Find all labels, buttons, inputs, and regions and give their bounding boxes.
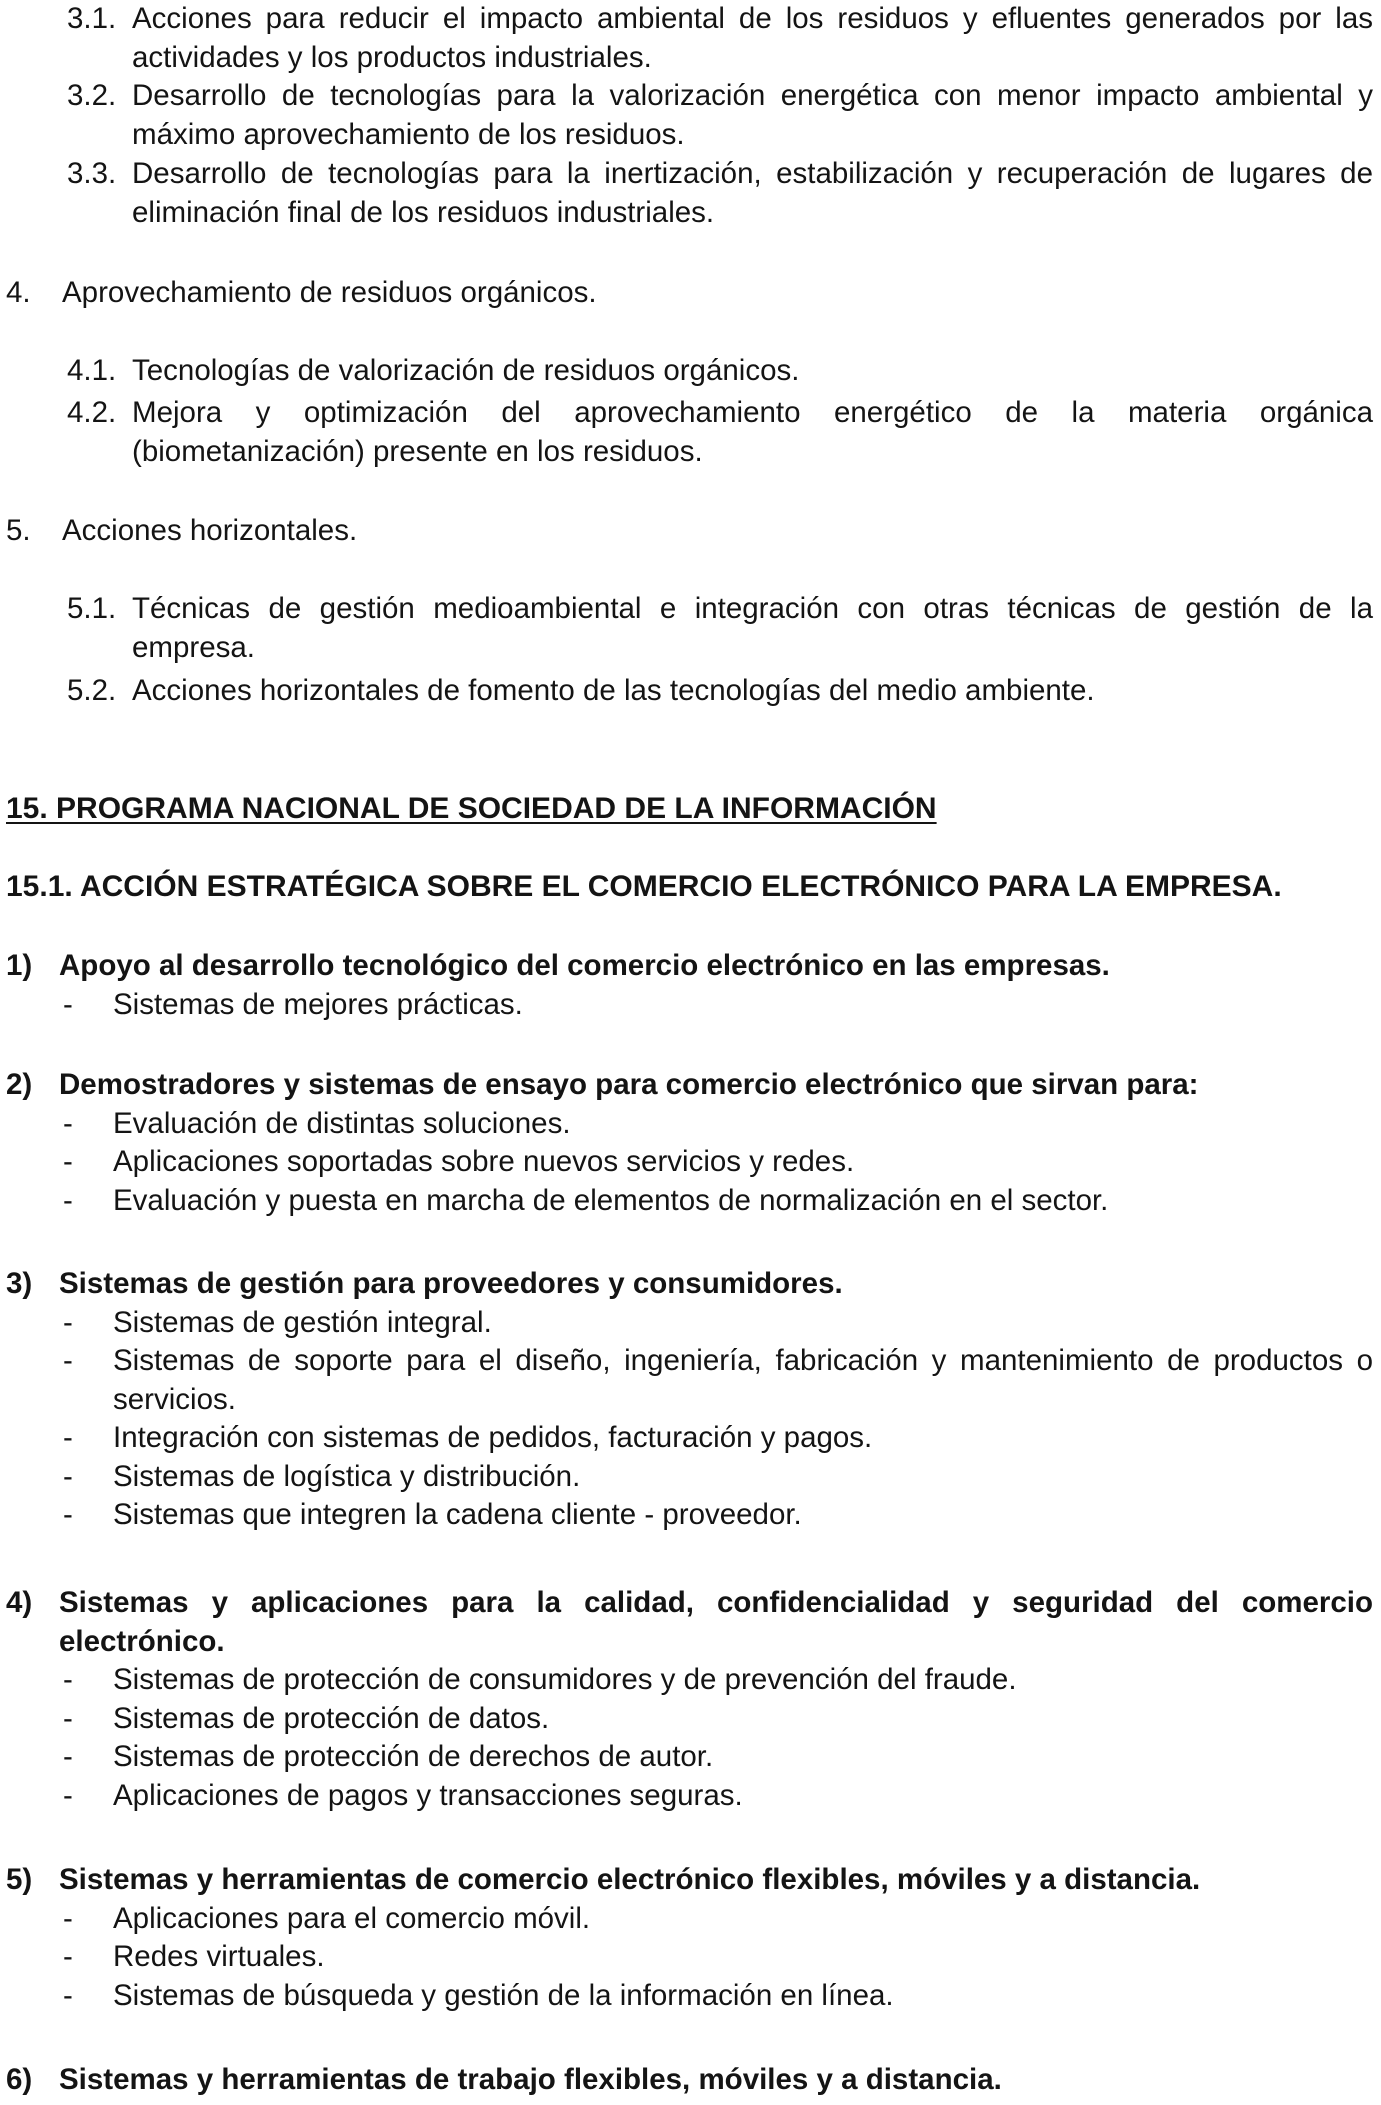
bullet-marker: - (63, 1145, 73, 1178)
bullet-marker: - (63, 1459, 73, 1493)
bullet-text: Sistemas de protección de consumidores y de prevención del fraude. (113, 1663, 1017, 1696)
bullet-marker: - (63, 1701, 73, 1735)
list-item-3-3 (67, 155, 1373, 232)
bullet-list (59, 1661, 1373, 1815)
list-item-4-1 (67, 352, 1373, 391)
list-item (59, 1304, 1373, 1343)
bullet-text: Aplicaciones de pagos y transacciones seguras. (113, 1778, 743, 1812)
action-6 (6, 2061, 1373, 2100)
item-text: Tecnologías de valorización de residuos orgánicos. (132, 354, 800, 387)
bullet-text: Sistemas de protección de derechos de autor. (113, 1740, 714, 1773)
item-text: Desarrollo de tecnologías para la valorización energética con menor impacto ambiental y máximo aprovechamiento de los residuos. (132, 79, 1373, 151)
bullet-marker: - (63, 1344, 73, 1377)
bullet-list (59, 1304, 1373, 1535)
action-title: Sistemas de gestión para proveedores y consumidores. (59, 1267, 843, 1300)
bullet-text: Aplicaciones para el comercio móvil. (113, 1901, 591, 1935)
bullet-marker: - (63, 1978, 73, 2012)
bullet-text: Sistemas de mejores prácticas. (113, 987, 523, 1021)
section-title: Acciones horizontales. (62, 514, 358, 547)
bullet-marker: - (63, 1421, 73, 1454)
list-item (59, 986, 1373, 1025)
bullet-marker: - (63, 1940, 73, 1973)
bullet-marker: - (63, 1778, 73, 1812)
action-number: 4) (6, 1586, 33, 1619)
bullet-text: Sistemas de soporte para el diseño, ingeniería, fabricación y mantenimiento de productos o servicios. (113, 1344, 1373, 1416)
bullet-marker: - (63, 1183, 73, 1217)
action-title: Demostradores y sistemas de ensayo para comercio electrónico que sirvan para: (59, 1068, 1199, 1101)
action-title: Sistemas y aplicaciones para la calidad, confidencialidad y seguridad del comercio electrónico. (59, 1586, 1373, 1658)
action-number: 2) (6, 1068, 33, 1101)
bullet-marker: - (63, 1901, 73, 1935)
bullet-marker: - (63, 1305, 73, 1339)
action-3 (6, 1265, 1373, 1535)
item-text: Mejora y optimización del aprovechamiento energético de la materia orgánica (biometanización) presente en los residuos. (132, 396, 1373, 468)
bullet-list (59, 1900, 1373, 2016)
list-item (59, 1777, 1373, 1816)
item-number: 5.1. (67, 592, 117, 625)
list-item (59, 1458, 1373, 1497)
bullet-text: Sistemas de búsqueda y gestión de la información en línea. (113, 1978, 894, 2012)
list-item (59, 1938, 1373, 1977)
bullet-list (59, 986, 1373, 1025)
list-item (59, 1977, 1373, 2016)
action-number: 3) (6, 1267, 33, 1300)
list-item-3-2 (67, 77, 1373, 154)
item-number: 3.1. (67, 2, 117, 35)
item-number: 4.1. (67, 354, 117, 387)
action-title: Apoyo al desarrollo tecnológico del comercio electrónico en las empresas. (59, 949, 1110, 982)
section-number: 4. (6, 276, 31, 309)
list-item (59, 1342, 1373, 1419)
bullet-marker: - (63, 1740, 73, 1773)
list-item (59, 1738, 1373, 1777)
item-text: Técnicas de gestión medioambiental e integración con otras técnicas de gestión de la empresa. (132, 592, 1373, 664)
strategic-action-heading: 15.1. ACCIÓN ESTRATÉGICA SOBRE EL COMERCIO ELECTRÓNICO PARA LA EMPRESA. (6, 870, 1282, 903)
section-5-heading (6, 512, 1306, 551)
bullet-text: Evaluación de distintas soluciones. (113, 1106, 571, 1140)
action-5 (6, 1861, 1373, 2015)
action-1 (6, 947, 1373, 1024)
bullet-marker: - (63, 1498, 73, 1531)
program-heading: 15. PROGRAMA NACIONAL DE SOCIEDAD DE LA INFORMACIÓN (6, 792, 937, 825)
bullet-text: Evaluación y puesta en marcha de elementos de normalización en el sector. (113, 1183, 1109, 1217)
bullet-text: Sistemas que integren la cadena cliente - proveedor. (113, 1498, 802, 1531)
section-4-heading (6, 274, 1306, 313)
bullet-list (59, 1105, 1373, 1221)
bullet-text: Aplicaciones soportadas sobre nuevos servicios y redes. (113, 1145, 855, 1178)
list-item (59, 1900, 1373, 1939)
item-text: Desarrollo de tecnologías para la inertización, estabilización y recuperación de lugares de eliminación final de los residuos industriales. (132, 157, 1373, 229)
section-number: 5. (6, 514, 31, 547)
item-number: 3.3. (67, 157, 117, 190)
list-item-5-1 (67, 590, 1373, 667)
action-4 (6, 1584, 1373, 1815)
list-item-5-2 (67, 672, 1373, 711)
list-item-3-1 (67, 0, 1373, 77)
action-number: 1) (6, 949, 33, 982)
section-title: Aprovechamiento de residuos orgánicos. (62, 276, 597, 309)
list-item (59, 1419, 1373, 1458)
list-item (59, 1105, 1373, 1144)
action-title: Sistemas y herramientas de comercio electrónico flexibles, móviles y a distancia. (59, 1863, 1201, 1896)
list-item-4-2 (67, 394, 1373, 471)
bullet-text: Redes virtuales. (113, 1940, 325, 1973)
bullet-marker: - (63, 1663, 73, 1696)
list-item (59, 1496, 1373, 1535)
bullet-text: Integración con sistemas de pedidos, facturación y pagos. (113, 1421, 873, 1454)
bullet-text: Sistemas de protección de datos. (113, 1701, 550, 1735)
list-item (59, 1700, 1373, 1739)
action-title: Sistemas y herramientas de trabajo flexibles, móviles y a distancia. (59, 2063, 1002, 2096)
bullet-text: Sistemas de gestión integral. (113, 1305, 492, 1339)
bullet-text: Sistemas de logística y distribución. (113, 1459, 581, 1493)
item-number: 4.2. (67, 396, 117, 429)
list-item (59, 1143, 1373, 1182)
action-number: 5) (6, 1863, 33, 1896)
item-number: 5.2. (67, 674, 117, 707)
bullet-marker: - (63, 1106, 73, 1140)
item-text: Acciones horizontales de fomento de las tecnologías del medio ambiente. (132, 674, 1095, 707)
list-item (59, 1182, 1373, 1221)
list-item (59, 1661, 1373, 1700)
action-2 (6, 1066, 1373, 1220)
bullet-marker: - (63, 987, 73, 1021)
item-number: 3.2. (67, 79, 117, 112)
action-number: 6) (6, 2063, 33, 2096)
item-text: Acciones para reducir el impacto ambiental de los residuos y efluentes generados por las actividades y los productos industriales. (132, 2, 1373, 74)
